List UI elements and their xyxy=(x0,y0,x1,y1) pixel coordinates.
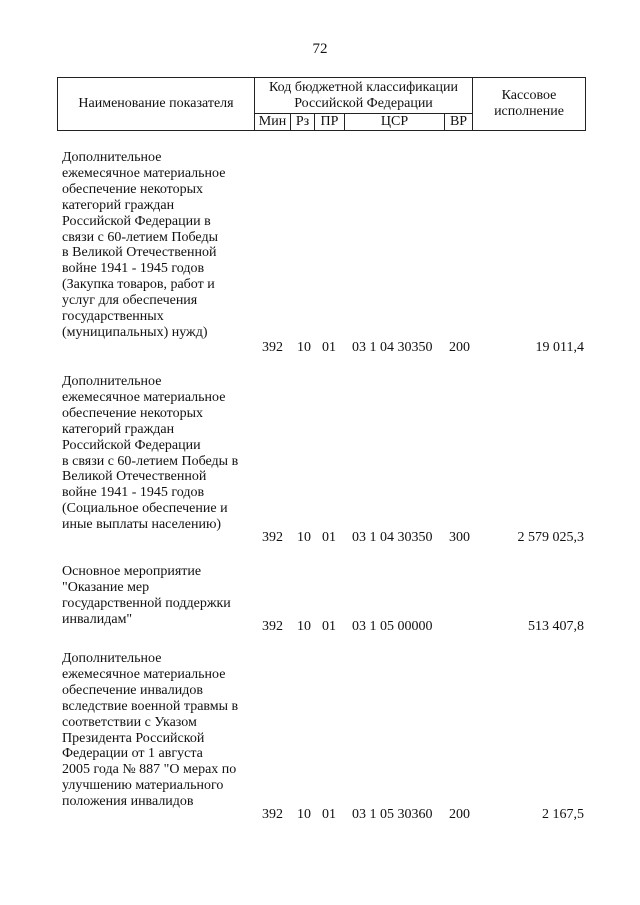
row-rz: 10 xyxy=(297,807,311,822)
row-name: Дополнительное ежемесячное материальное обеспечение некоторых категорий граждан Российской Федерации в связи с 60-летием Победы в Великой Отечественной войне 1941 - 1945 годов (Закупка товаров, работ и услуг для обеспечения государственных (муниципальных) нужд) xyxy=(62,150,226,340)
row-amount: 19 011,4 xyxy=(535,340,584,355)
row-name: Дополнительное ежемесячное материальное обеспечение некоторых категорий граждан Российской Федерации в связи с 60-летием Победы в Великой Отечественной войне 1941 - 1945 годов (Социальное обеспечение и иные выплаты населению) xyxy=(62,374,239,533)
row-name: Основное мероприятие "Оказание мер государственной поддержки инвалидам" xyxy=(62,564,231,627)
row-pr: 01 xyxy=(322,619,336,634)
row-amount: 2 579 025,3 xyxy=(517,530,584,545)
row-vr: 200 xyxy=(449,807,470,822)
header-col-pr: ПР xyxy=(315,114,345,131)
table-row xyxy=(0,651,640,823)
header-name-column: Наименование показателя xyxy=(58,78,255,131)
row-min: 392 xyxy=(262,530,283,545)
header-col-min: Мин xyxy=(255,114,291,131)
page-number: 72 xyxy=(312,41,328,57)
row-csr: 03 1 05 30360 xyxy=(352,807,433,822)
header-exec-column: Кассовое исполнение xyxy=(473,78,586,131)
row-name: Дополнительное ежемесячное материальное обеспечение инвалидов вследствие военной травмы в соответствии с Указом Президента Российской Федерации от 1 августа 2005 года № 887 "О мерах по улучшению материального положения инвалидов xyxy=(62,651,239,810)
header-col-rz: Рз xyxy=(291,114,315,131)
row-rz: 10 xyxy=(297,530,311,545)
row-amount: 513 407,8 xyxy=(528,619,584,634)
row-amount: 2 167,5 xyxy=(542,807,584,822)
table-row xyxy=(0,564,640,635)
row-min: 392 xyxy=(262,619,283,634)
row-pr: 01 xyxy=(322,530,336,545)
header-code-group: Код бюджетной классификации Российской Федерации xyxy=(255,78,473,114)
row-rz: 10 xyxy=(297,619,311,634)
row-csr: 03 1 04 30350 xyxy=(352,340,433,355)
row-csr: 03 1 05 00000 xyxy=(352,619,433,634)
header-col-csr: ЦСР xyxy=(345,114,445,131)
row-rz: 10 xyxy=(297,340,311,355)
row-min: 392 xyxy=(262,340,283,355)
table-row xyxy=(0,150,640,356)
row-vr: 200 xyxy=(449,340,470,355)
row-pr: 01 xyxy=(322,340,336,355)
header-col-vr: ВР xyxy=(445,114,473,131)
row-pr: 01 xyxy=(322,807,336,822)
row-csr: 03 1 04 30350 xyxy=(352,530,433,545)
table-row xyxy=(0,374,640,546)
row-min: 392 xyxy=(262,807,283,822)
row-vr: 300 xyxy=(449,530,470,545)
